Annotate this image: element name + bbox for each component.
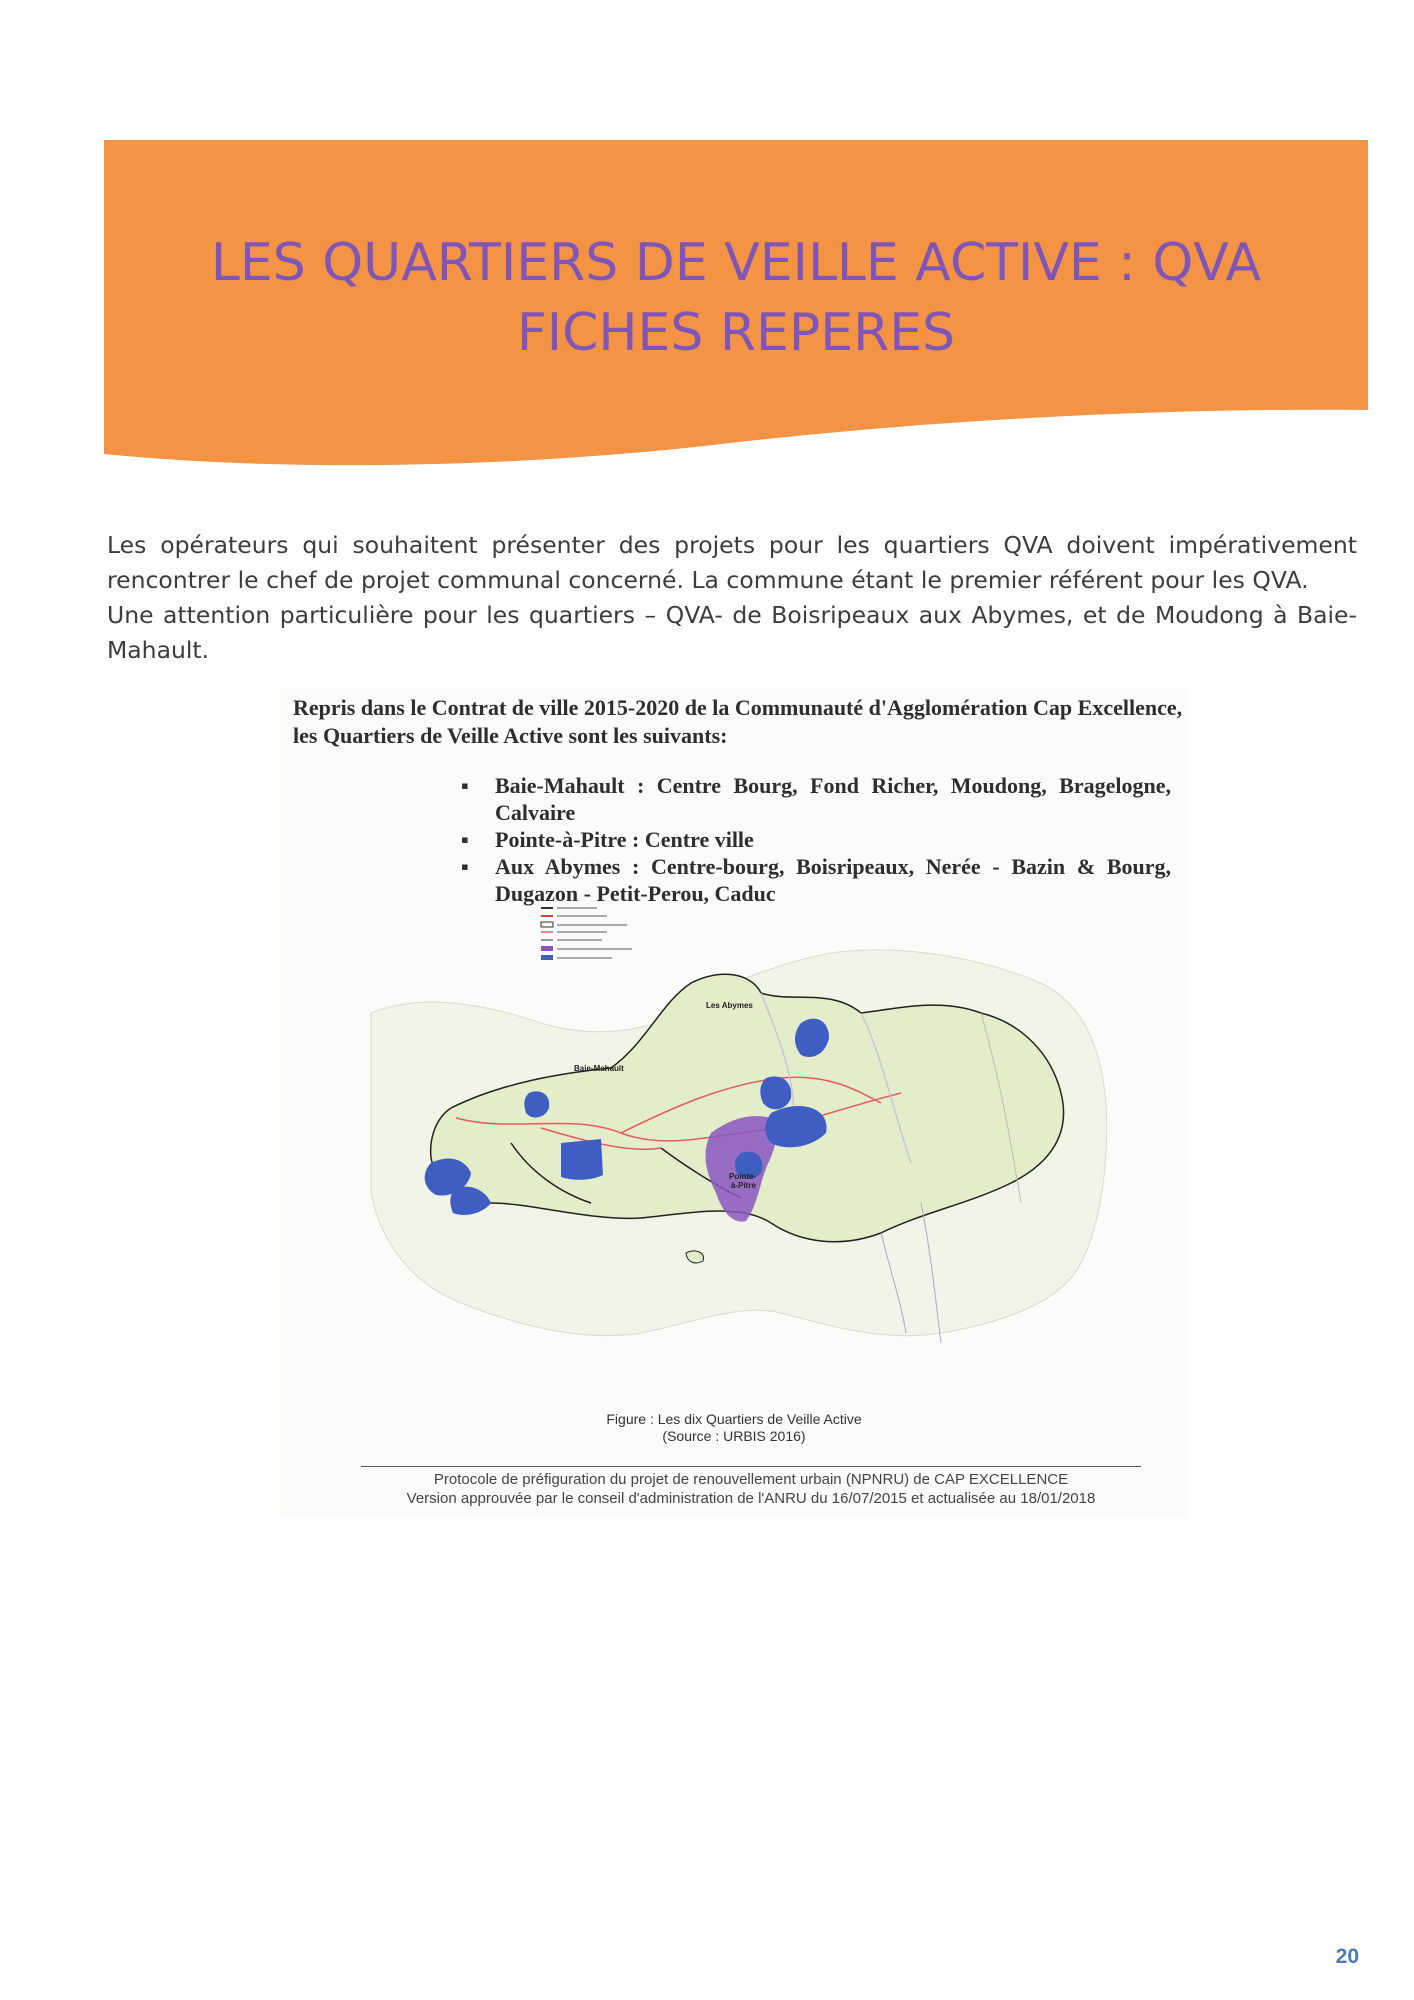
scanned-excerpt xyxy=(281,688,1187,1518)
page-title-line-2: FICHES REPERES xyxy=(516,303,956,363)
excerpt-footer-line-1: Protocole de préfiguration du projet de renouvellement urbain (NPNRU) de CAP EXCELLENCE xyxy=(433,1471,1069,1488)
footer-divider xyxy=(361,1466,1141,1467)
page-title-line-1: LES QUARTIERS DE VEILLE ACTIVE : QVA xyxy=(210,233,1262,293)
qva-list-item: ▪ Baie-Mahault : Centre Bourg, Fond Richer, Moudong, Bragelogne, Calvaire xyxy=(461,772,1171,826)
excerpt-heading xyxy=(293,694,1182,750)
figure-caption-line-1: Figure : Les dix Quartiers de Veille Active xyxy=(606,1411,862,1427)
intro-paragraph-1: Les opérateurs qui souhaitent présenter des projets pour les quartiers QVA doivent impérativement rencontrer le chef de projet communal concerné. La commune étant le premier référent pour les QVA. xyxy=(107,531,1357,594)
map-label-les-abymes: Les Abymes xyxy=(706,1001,753,1010)
intro-text xyxy=(107,528,1357,668)
qva-list-item: ▪ Aux Abymes : Centre-bourg, Boisripeaux, Nerée - Bazin & Bourg, Dugazon - Petit-Perou, Caduc xyxy=(461,853,1171,907)
intro-paragraph-2: Une attention particulière pour les quartiers – QVA- de Boisripeaux aux Abymes, et de Moudong à Baie-Mahault. xyxy=(107,601,1357,664)
page-title xyxy=(104,228,1368,368)
qva-list-item: ▪ Pointe-à-Pitre : Centre ville xyxy=(461,826,1171,853)
figure-caption xyxy=(281,1411,1187,1445)
excerpt-footer-line-2: Version approuvée par le conseil d'administration de l'ANRU du 16/07/2015 et actualisée au 18/01/2018 xyxy=(406,1490,1096,1507)
figure-caption-line-2: (Source : URBIS 2016) xyxy=(662,1428,806,1444)
qva-list xyxy=(461,772,1171,907)
map-label-pointe-a-pitre: Pointe- xyxy=(729,1172,757,1181)
excerpt-heading-line-2: les Quartiers de Veille Active sont les suivants: xyxy=(293,723,728,748)
map-label-pointe-a-pitre-2: à-Pitre xyxy=(731,1181,756,1190)
qva-map xyxy=(361,903,1121,1373)
excerpt-heading-line-1: Repris dans le Contrat de ville 2015-2020 de la Communauté d'Agglomération Cap Excellence, xyxy=(293,695,1183,720)
map-label-baie-mahault: Baie-Mahault xyxy=(574,1064,624,1073)
excerpt-footer xyxy=(341,1470,1161,1508)
map-legend xyxy=(541,907,632,960)
page-number: 20 xyxy=(1335,1945,1359,1968)
